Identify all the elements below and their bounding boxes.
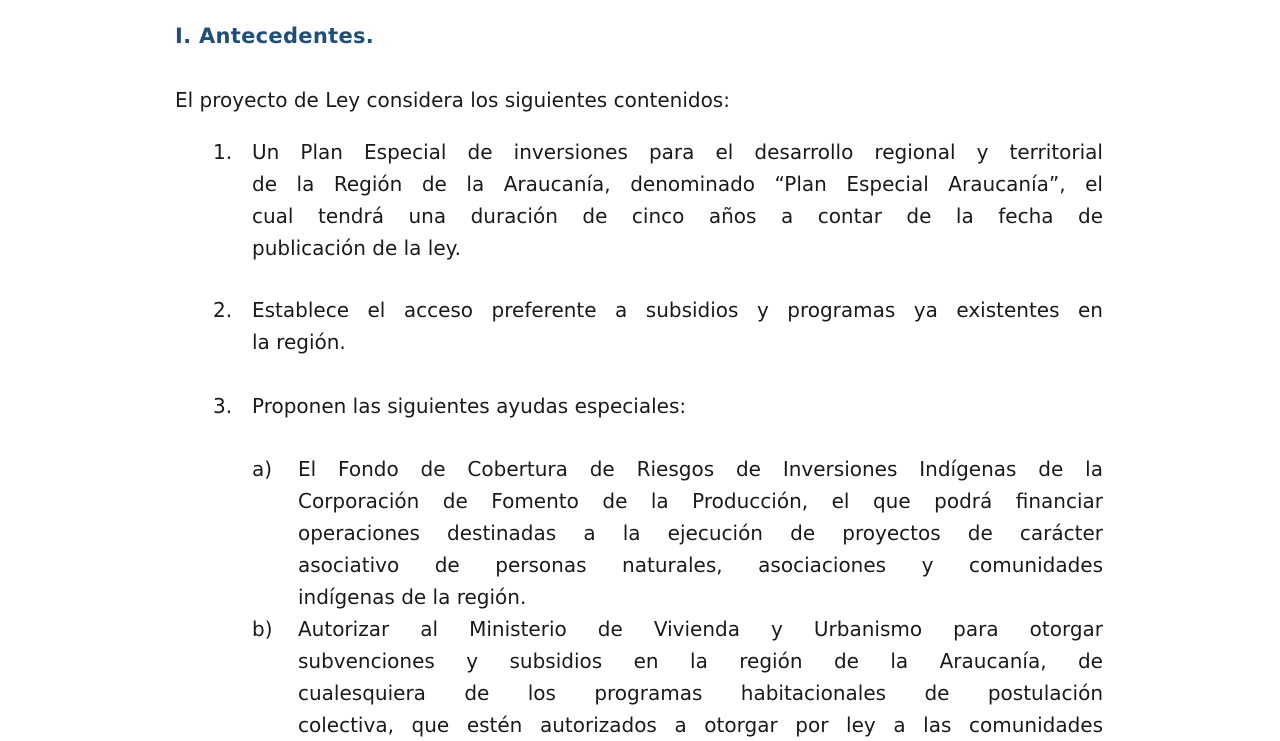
text-line: asociativo de personas naturales, asociaciones y comunidades bbox=[298, 553, 1103, 577]
sub-item-letter: b) bbox=[252, 617, 273, 641]
text-line: colectiva, que estén autorizados a otorgar por ley a las comunidades bbox=[298, 713, 1103, 737]
section-heading: I. Antecedentes. bbox=[175, 24, 375, 48]
list-item-text bbox=[252, 136, 1103, 264]
text-line: El Fondo de Cobertura de Riesgos de Inversiones Indígenas de la bbox=[298, 457, 1103, 481]
text-line: publicación de la ley. bbox=[252, 236, 461, 260]
text-line: la región. bbox=[252, 330, 346, 354]
text-line: Autorizar al Ministerio de Vivienda y Urbanismo para otorgar bbox=[298, 617, 1103, 641]
sub-item-text bbox=[298, 453, 1103, 613]
text-line: cual tendrá una duración de cinco años a contar de la fecha de bbox=[252, 204, 1103, 228]
list-item-text bbox=[252, 294, 1103, 358]
text-line: Un Plan Especial de inversiones para el desarrollo regional y territorial bbox=[252, 140, 1103, 164]
text-line: de la Región de la Araucanía, denominado “Plan Especial Araucanía”, el bbox=[252, 172, 1103, 196]
text-line: operaciones destinadas a la ejecución de proyectos de carácter bbox=[298, 521, 1103, 545]
text-line: Proponen las siguientes ayudas especiales: bbox=[252, 394, 687, 418]
text-line: Establece el acceso preferente a subsidios y programas ya existentes en bbox=[252, 298, 1103, 322]
sub-item-letter: a) bbox=[252, 457, 273, 481]
text-line: cualesquiera de los programas habitacionales de postulación bbox=[298, 681, 1103, 705]
text-line: subvenciones y subsidios en la región de la Araucanía, de bbox=[298, 649, 1103, 673]
intro-paragraph: El proyecto de Ley considera los siguientes contenidos: bbox=[175, 88, 730, 112]
list-item-number: 3. bbox=[213, 394, 233, 418]
sub-item-text bbox=[298, 613, 1103, 741]
text-line: indígenas de la región. bbox=[298, 585, 527, 609]
list-item-number: 1. bbox=[213, 140, 233, 164]
text-line: Corporación de Fomento de la Producción, el que podrá financiar bbox=[298, 489, 1103, 513]
list-item-text bbox=[252, 390, 1103, 422]
list-item-number: 2. bbox=[213, 298, 233, 322]
